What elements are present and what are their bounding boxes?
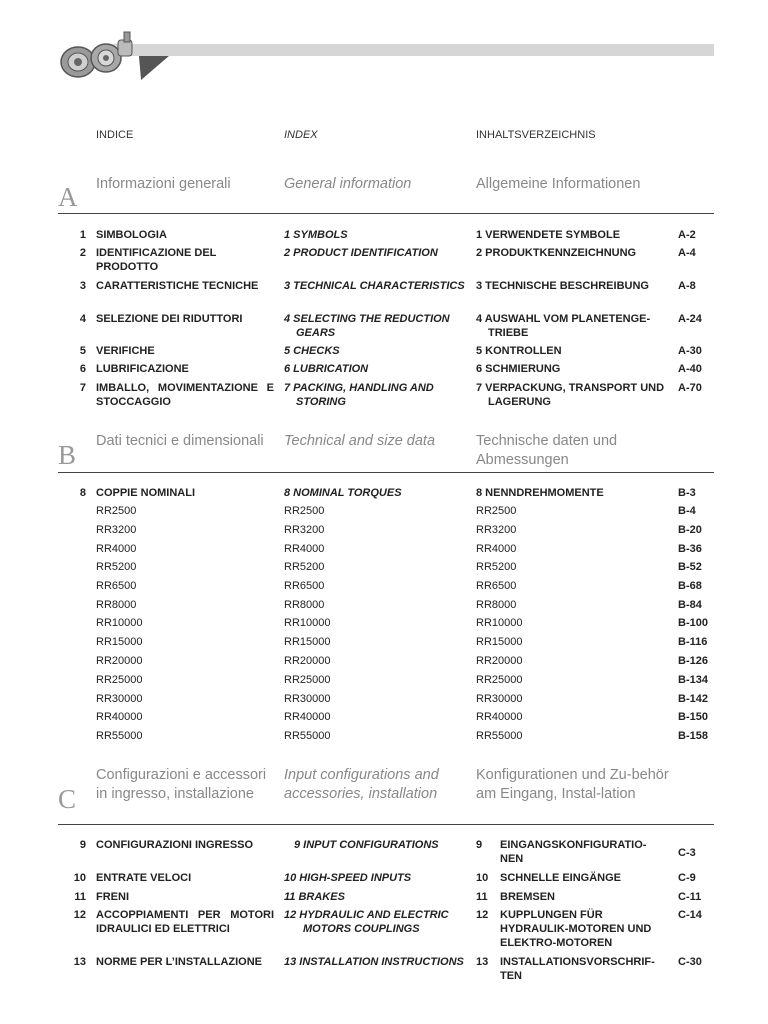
row-title-en: 2 PRODUCT IDENTIFICATION [284,247,438,259]
row-page: A-30 [678,345,702,357]
header-it: INDICE [96,129,134,141]
row-title-de: 8 NENNDREHMOMENTE [476,487,604,499]
row-title-de: SCHNELLE EINGÄNGE [500,872,622,884]
row-title-de: RR6500 [476,580,517,592]
row-title-de: BREMSEN [500,891,556,903]
section-title-de: Allgemeine Informationen [476,176,641,192]
row-title-it: IDENTIFICAZIONE DEL PRODOTTO [96,247,217,273]
row-number-de: 11 [476,891,488,903]
row-title-en: 6 LUBRICATION [284,363,369,375]
row-title-en: 13 INSTALLATION INSTRUCTIONS [284,956,464,968]
row-title-en: 8 NOMINAL TORQUES [284,487,402,499]
row-page: B-68 [678,580,702,592]
row-title-en: RR25000 [284,674,331,686]
row-page: B-134 [678,674,708,686]
row-number-de: 9 [476,839,483,851]
row-title-de: INSTALLATIONSVORSCHRIF-TEN [500,956,655,982]
header-band [112,44,714,56]
row-title-it: RR5200 [96,561,137,573]
row-title-de: KUPPLUNGEN FÜR HYDRAULIK-MOTOREN UND ELEKTRO-MOTOREN [500,909,652,949]
row-number: 11 [74,891,86,903]
row-title-it: NORME PER L’INSTALLAZIONE [96,956,263,968]
row-title-de: RR40000 [476,711,523,723]
header-de: INHALTSVERZEICHNIS [476,129,596,141]
row-title-en: RR5200 [284,561,325,573]
row-title-en: RR8000 [284,599,325,611]
row-title-it: ENTRATE VELOCI [96,872,192,884]
section-title-it: Informazioni generali [96,176,231,192]
row-title-it: VERIFICHE [96,345,155,357]
row-title-it: RR4000 [96,543,137,555]
row-title-de: RR20000 [476,655,523,667]
row-title-it: RR25000 [96,674,143,686]
row-title-en: RR15000 [284,636,331,648]
row-title-en: RR4000 [284,543,325,555]
row-title-it: SELEZIONE DEI RIDUTTORI [96,313,243,325]
row-title-de: 7 VERPACKUNG, TRANSPORT UND LAGERUNG [476,382,665,408]
row-page: B-20 [678,524,702,536]
row-title-it: RR30000 [96,693,143,705]
row-number: 5 [79,345,86,357]
row-number: 7 [79,382,86,394]
row-title-de: RR10000 [476,617,523,629]
row-number: 12 [73,909,86,921]
row-page: B-100 [678,617,708,629]
row-title-en: RR40000 [284,711,331,723]
row-page: A-40 [678,363,702,375]
row-title-de: RR15000 [476,636,523,648]
row-page: A-4 [678,247,696,259]
row-title-it: CONFIGURAZIONI INGRESSO [96,839,254,851]
row-title-en: RR3200 [284,524,325,536]
row-title-de: RR2500 [476,505,517,517]
row-page: B-3 [678,487,696,499]
row-number-de: 13 [476,956,489,968]
row-number: 13 [73,956,86,968]
row-page: C-14 [678,909,702,921]
row-title-de: 6 SCHMIERUNG [476,363,561,375]
section-rule [58,824,714,825]
row-title-it: IMBALLO, MOVIMENTAZIONE E STOCCAGGIO [96,382,274,408]
section-letter: B [58,440,77,470]
row-page: B-36 [678,543,702,555]
row-title-en: 3 TECHNICAL CHARACTERISTICS [284,280,465,292]
row-title-en: 1 SYMBOLS [284,229,348,241]
row-title-de: RR5200 [476,561,517,573]
row-title-it: FRENI [96,891,129,903]
row-title-de: RR30000 [476,693,523,705]
row-title-de: 1 VERWENDETE SYMBOLE [476,229,621,241]
row-title-de: 5 KONTROLLEN [476,345,562,357]
row-page: B-150 [678,711,708,723]
row-page: B-158 [678,730,708,742]
row-title-de: RR4000 [476,543,517,555]
row-title-en: RR20000 [284,655,331,667]
gear-motor-logo-icon [54,30,144,82]
row-page: B-52 [678,561,702,573]
row-number: 2 [79,247,86,259]
row-title-en: 11 BRAKES [284,891,345,903]
row-title-en: 9 INPUT CONFIGURATIONS [294,839,439,851]
row-page: A-2 [678,229,696,241]
row-title-en: 5 CHECKS [284,345,340,357]
section-letter: C [58,784,77,814]
row-title-it: COPPIE NOMINALI [96,487,196,499]
row-number-de: 10 [476,872,489,884]
row-number: 3 [79,280,86,292]
row-title-de: RR55000 [476,730,523,742]
row-page: B-116 [678,636,708,648]
row-title-de: 3 TECHNISCHE BESCHREIBUNG [476,280,649,292]
section-rule [58,213,714,214]
row-page: C-30 [678,956,702,968]
row-title-de: 4 AUSWAHL VOM PLANETENGE-TRIEBE [476,313,651,339]
row-title-en: 7 PACKING, HANDLING AND STORING [284,382,434,408]
row-page: B-84 [678,599,702,611]
section-rule [58,472,714,473]
row-title-de: RR8000 [476,599,517,611]
row-number-de: 12 [476,909,489,921]
row-title-en: RR10000 [284,617,331,629]
row-page: B-126 [678,655,708,667]
row-page: A-8 [678,280,696,292]
row-title-it: RR8000 [96,599,137,611]
row-page: B-4 [678,505,696,517]
row-title-de: RR3200 [476,524,517,536]
row-title-it: RR55000 [96,730,143,742]
row-title-it: LUBRIFICAZIONE [96,363,189,375]
row-title-it: RR15000 [96,636,143,648]
row-title-de: 2 PRODUKTKENNZEICHNUNG [476,247,637,259]
row-number: 1 [79,229,86,241]
row-page: A-70 [678,382,702,394]
section-letter: A [58,182,78,212]
row-page: A-24 [678,313,702,325]
row-title-it: RR20000 [96,655,143,667]
row-title-en: RR30000 [284,693,331,705]
row-title-en: RR55000 [284,730,331,742]
section-title-de: Technische daten und Abmessungen [476,433,618,468]
row-page: C-11 [678,891,702,903]
row-title-en: RR2500 [284,505,325,517]
row-title-en: RR6500 [284,580,325,592]
row-title-it: RR6500 [96,580,137,592]
section-title-it: Configurazioni e accessori in ingresso, installazione [96,767,267,802]
header-en: INDEX [284,129,318,141]
row-title-it: RR3200 [96,524,137,536]
row-number: 9 [79,839,86,851]
row-number: 6 [79,363,86,375]
row-title-en: 4 SELECTING THE REDUCTION GEARS [284,313,450,339]
row-title-en: 10 HIGH-SPEED INPUTS [284,872,412,884]
row-number: 4 [79,313,86,325]
section-title-en: Technical and size data [284,433,436,449]
row-title-en: 12 HYDRAULIC AND ELECTRIC MOTORS COUPLINGS [284,909,449,935]
row-page: B-142 [678,693,708,705]
row-page: C-3 [678,847,696,859]
row-title-it: ACCOPPIAMENTI PER MOTORI IDRAULICI ED ELETTRICI [96,909,274,935]
section-title-it: Dati tecnici e dimensionali [96,433,264,449]
row-title-de: RR25000 [476,674,523,686]
section-title-en: Input configurations and accessories, installation [284,767,439,802]
row-number: 10 [73,872,86,884]
row-page: C-9 [678,872,696,884]
section-title-en: General information [284,176,412,192]
row-title-it: RR40000 [96,711,143,723]
row-title-de: EINGANGSKONFIGURATIO-NEN [500,839,647,865]
section-title-de: Konfigurationen und Zu-behör am Eingang, Instal-lation [476,767,669,802]
row-title-it: CARATTERISTICHE TECNICHE [96,280,259,292]
row-number: 8 [79,487,86,499]
row-title-it: SIMBOLOGIA [96,229,167,241]
row-title-it: RR10000 [96,617,143,629]
row-title-it: RR2500 [96,505,137,517]
